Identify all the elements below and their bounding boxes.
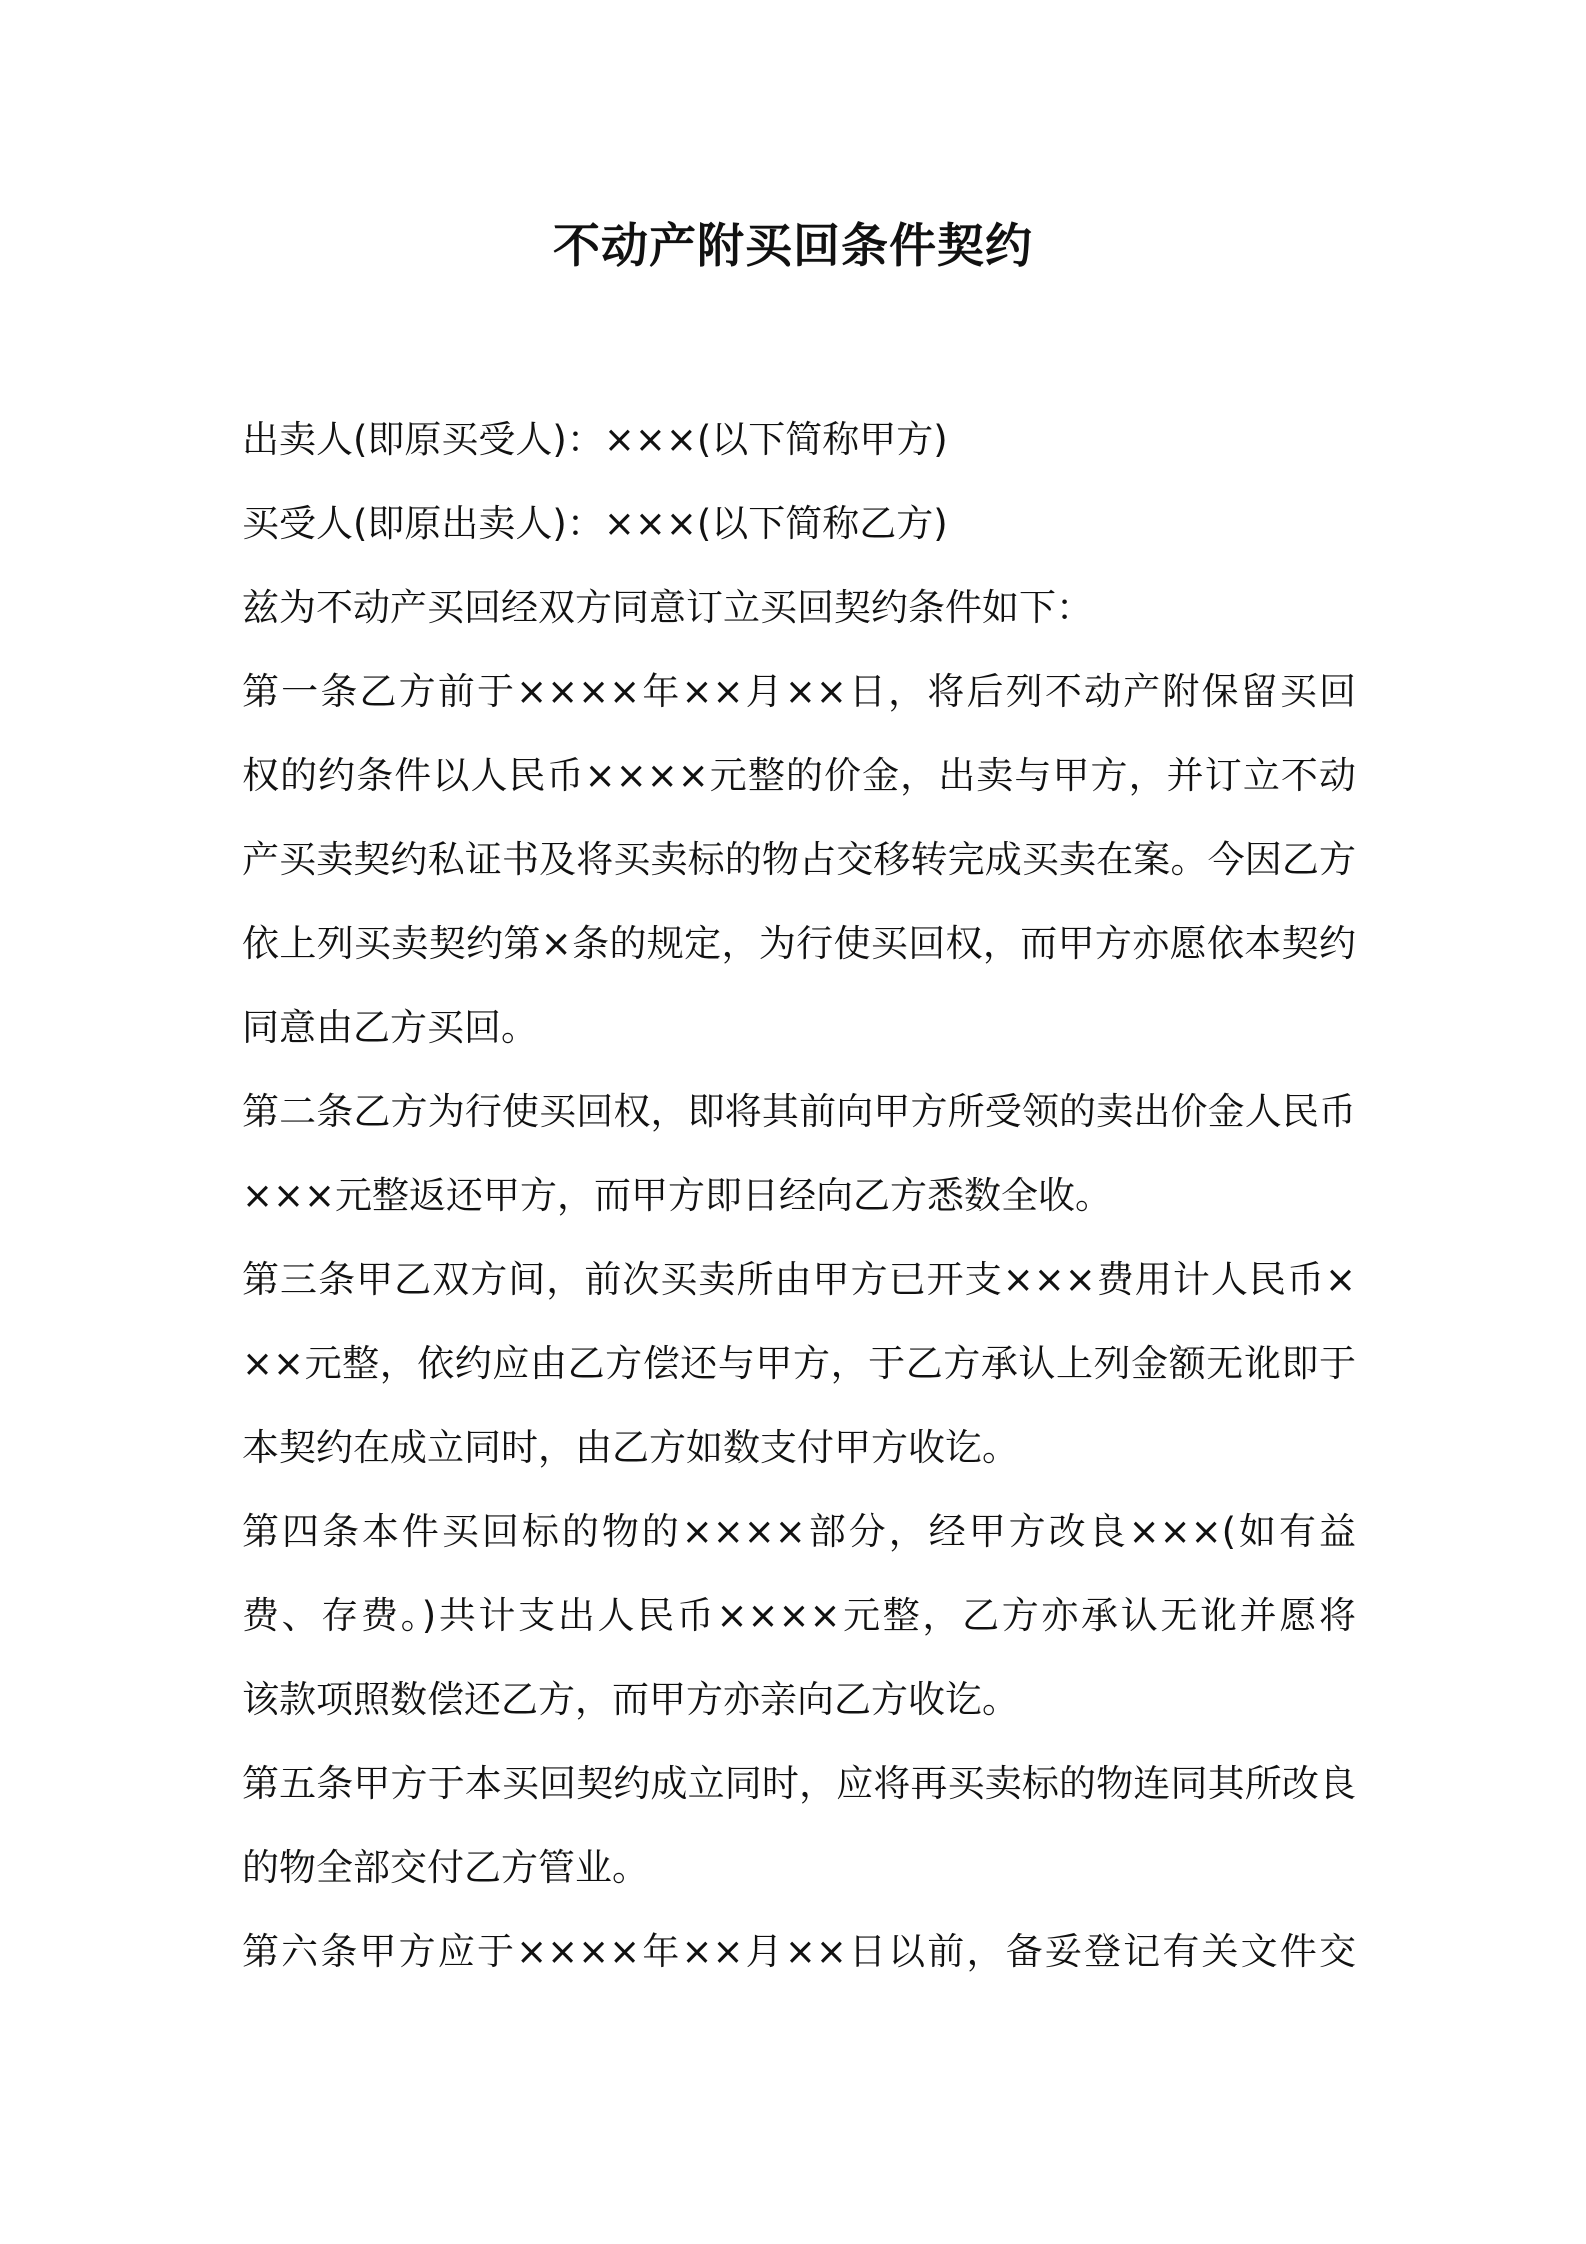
seller-line: 出卖人(即原买受人)：×××(以下简称甲方) <box>242 418 948 461</box>
article-3-line-1: 第三条甲乙双方间，前次买卖所由甲方已开支×××费用计人民币× <box>242 1258 1356 1301</box>
article-1-line-1: 第一条乙方前于××××年××月××日，将后列不动产附保留买回 <box>242 670 1356 713</box>
article-1-line-2: 权的约条件以人民币××××元整的价金，出卖与甲方，并订立不动 <box>242 754 1356 797</box>
article-4-line-2: 费、存费。)共计支出人民币××××元整，乙方亦承认无讹并愿将 <box>242 1594 1356 1637</box>
preamble-line: 兹为不动产买回经双方同意订立买回契约条件如下： <box>242 586 1093 629</box>
article-4-line-1: 第四条本件买回标的物的××××部分，经甲方改良×××(如有益 <box>242 1510 1356 1553</box>
document-title: 不动产附买回条件契约 <box>553 219 1033 274</box>
buyer-line: 买受人(即原出卖人)：×××(以下简称乙方) <box>242 502 948 545</box>
article-5-line-2: 的物全部交付乙方管业。 <box>242 1846 649 1889</box>
article-5-line-1: 第五条甲方于本买回契约成立同时，应将再买卖标的物连同其所改良 <box>242 1762 1356 1805</box>
article-6-line-1: 第六条甲方应于××××年××月××日以前，备妥登记有关文件交 <box>242 1930 1356 1973</box>
article-2-line-1: 第二条乙方为行使买回权，即将其前向甲方所受领的卖出价金人民币 <box>242 1090 1356 1133</box>
article-2-line-2: ×××元整返还甲方，而甲方即日经向乙方悉数全收。 <box>242 1174 1113 1217</box>
article-1-line-4: 依上列买卖契约第×条的规定，为行使买回权，而甲方亦愿依本契约 <box>242 922 1356 965</box>
article-3-line-2: ××元整，依约应由乙方偿还与甲方，于乙方承认上列金额无讹即于 <box>242 1342 1356 1385</box>
article-4-line-3: 该款项照数偿还乙方，而甲方亦亲向乙方收讫。 <box>242 1678 1019 1721</box>
article-1-line-5: 同意由乙方买回。 <box>242 1006 538 1049</box>
article-1-line-3: 产买卖契约私证书及将买卖标的物占交移转完成买卖在案。今因乙方 <box>242 838 1356 881</box>
article-3-line-3: 本契约在成立同时，由乙方如数支付甲方收讫。 <box>242 1426 1019 1469</box>
contract-body <box>242 398 1356 1994</box>
